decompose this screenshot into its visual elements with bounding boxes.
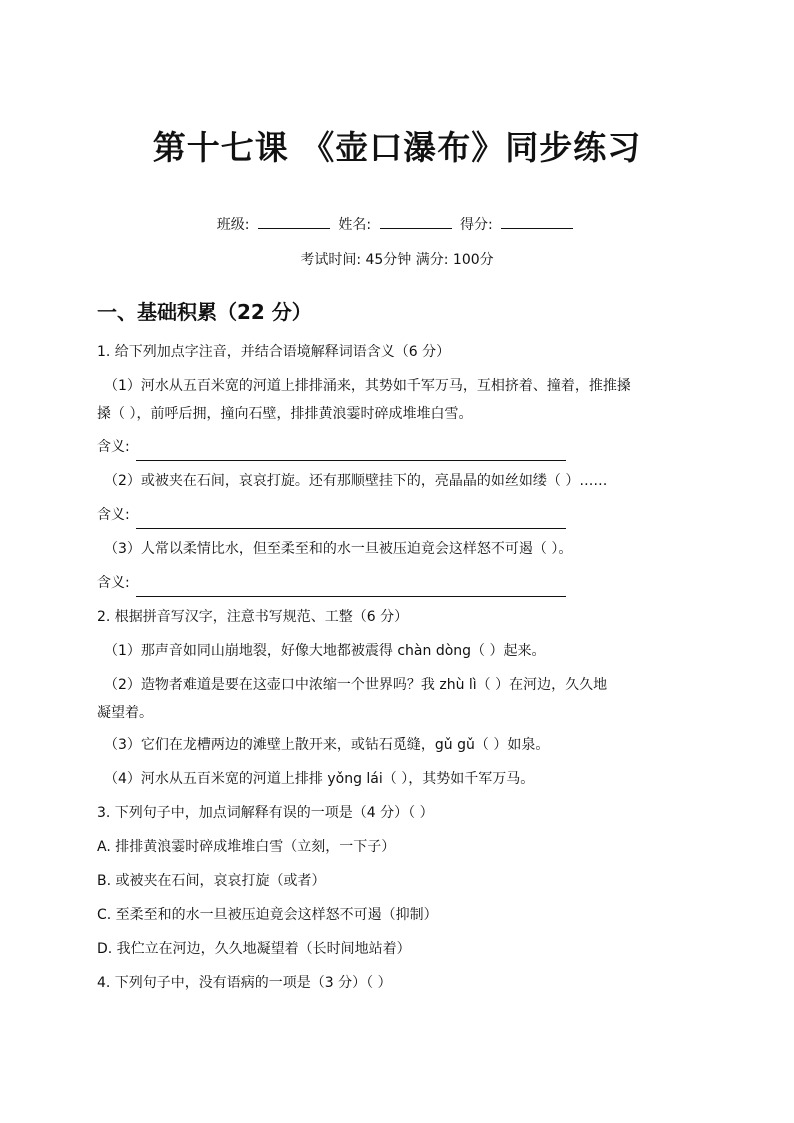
meaning-label: 含义: xyxy=(97,439,130,455)
q3-stem: 3. 下列句子中，加点词解释有误的一项是（4 分）（ ） xyxy=(97,805,434,821)
answer-line[interactable] xyxy=(136,582,566,597)
q2-p2-line2: 凝望着。 xyxy=(97,705,153,721)
student-info-row xyxy=(0,214,794,234)
meaning-label: 含义: xyxy=(97,575,130,591)
class-label: 班级: xyxy=(216,217,250,233)
q4-stem: 4. 下列句子中，没有语病的一项是（3 分）（ ） xyxy=(97,975,392,991)
q1-p2: （2）或被夹在石间，哀哀打旋。还有那顺壁挂下的，亮晶晶的如丝如缕（ ）…… xyxy=(104,473,608,489)
score-label: 得分: xyxy=(460,217,493,233)
score-blank[interactable] xyxy=(501,227,573,229)
q3-option-a: A. 排排黄浪霎时碎成堆堆白雪（立刻，一下子） xyxy=(97,839,396,855)
class-blank[interactable] xyxy=(258,227,330,229)
q3-option-b: B. 或被夹在石间，哀哀打旋（或者） xyxy=(97,873,326,889)
q2-p3: （3）它们在龙槽两边的滩壁上散开来，或钻石觅缝，gǔ gǔ（ ）如泉。 xyxy=(104,737,550,753)
answer-line[interactable] xyxy=(136,514,566,529)
q1-meaning-row-1 xyxy=(97,433,697,461)
q1-p3: （3）人常以柔情比水，但至柔至和的水一旦被压迫竟会这样怒不可遏（ ）。 xyxy=(104,541,573,557)
q1-p1-line2: 搡（ ），前呼后拥，撞向石壁，排排黄浪霎时碎成堆堆白雪。 xyxy=(97,406,473,422)
q3-option-c: C. 至柔至和的水一旦被压迫竟会这样怒不可遏（抑制） xyxy=(97,907,438,923)
name-label: 姓名: xyxy=(338,217,372,233)
q2-stem: 2. 根据拼音写汉字，注意书写规范、工整（6 分） xyxy=(97,609,409,625)
page-title: 第十七课 《壶口瀑布》同步练习 xyxy=(152,128,642,167)
q2-p4: （4）河水从五百米宽的河道上排排 yǒng lái（ ），其势如千军万马。 xyxy=(104,771,535,787)
answer-line[interactable] xyxy=(136,446,566,461)
name-blank[interactable] xyxy=(380,227,452,229)
q2-p1: （1）那声音如同山崩地裂，好像大地都被震得 chàn dòng（ ）起来。 xyxy=(104,643,546,659)
q2-p2-line1: （2）造物者难道是要在这壶口中浓缩一个世界吗？我 zhù lì（ ）在河边，久久地 xyxy=(104,677,608,693)
q1-meaning-row-2 xyxy=(97,501,697,529)
q3-option-d: D. 我伫立在河边，久久地凝望着（长时间地站着） xyxy=(97,941,411,957)
exam-time-line: 考试时间: 45分钟 满分: 100分 xyxy=(300,252,494,268)
q1-stem: 1. 给下列加点字注音，并结合语境解释词语含义（6 分） xyxy=(97,344,451,360)
meaning-label: 含义: xyxy=(97,507,130,523)
section-heading: 一、基础积累（22 分） xyxy=(97,300,312,324)
q1-p1-line1: （1）河水从五百米宽的河道上排排涌来，其势如千军万马，互相挤着、撞着，推推搡 xyxy=(104,378,631,394)
q1-meaning-row-3 xyxy=(97,569,697,597)
